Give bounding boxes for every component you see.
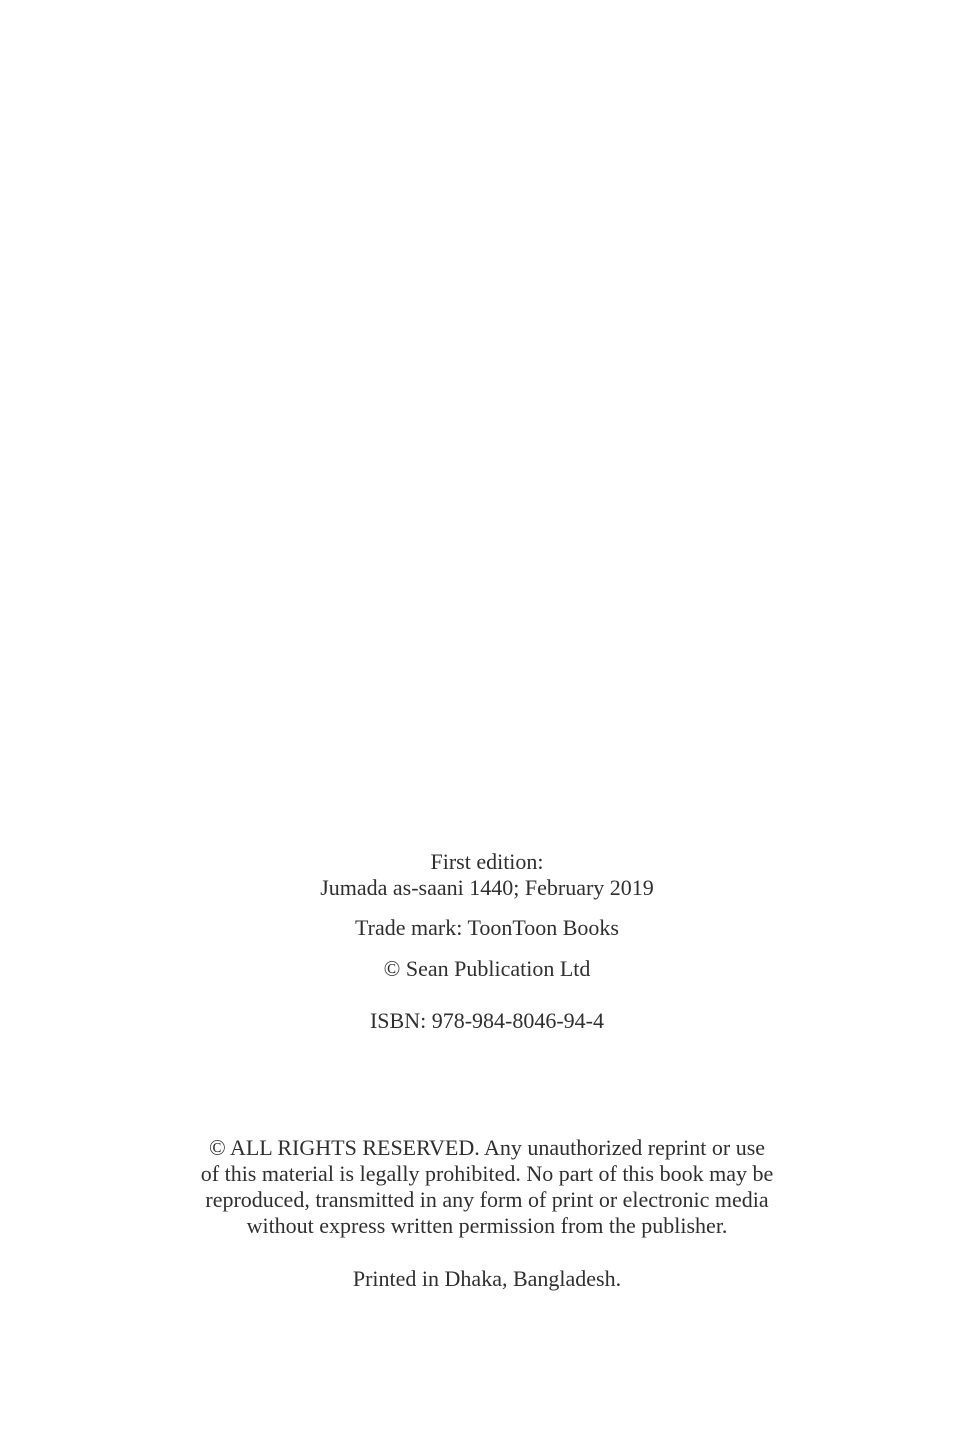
rights-notice-line: of this material is legally prohibited. No part of this book may be bbox=[200, 1161, 774, 1186]
rights-notice-line: without express written permission from the publisher. bbox=[246, 1213, 728, 1238]
edition-line: First edition: bbox=[430, 849, 544, 874]
edition-date-line: Jumada as-saani 1440; February 2019 bbox=[320, 875, 654, 900]
isbn-line: ISBN: 978-984-8046-94-4 bbox=[369, 1008, 605, 1033]
rights-notice-line: reproduced, transmitted in any form of print or electronic media bbox=[205, 1187, 769, 1212]
publisher-copyright-line: © Sean Publication Ltd bbox=[383, 956, 591, 981]
rights-notice bbox=[14, 1135, 960, 1239]
edition-block bbox=[14, 849, 960, 901]
trademark-line: Trade mark: ToonToon Books bbox=[355, 915, 619, 940]
rights-notice-line: © ALL RIGHTS RESERVED. Any unauthorized reprint or use bbox=[208, 1135, 766, 1160]
printed-in-line: Printed in Dhaka, Bangladesh. bbox=[352, 1266, 622, 1291]
